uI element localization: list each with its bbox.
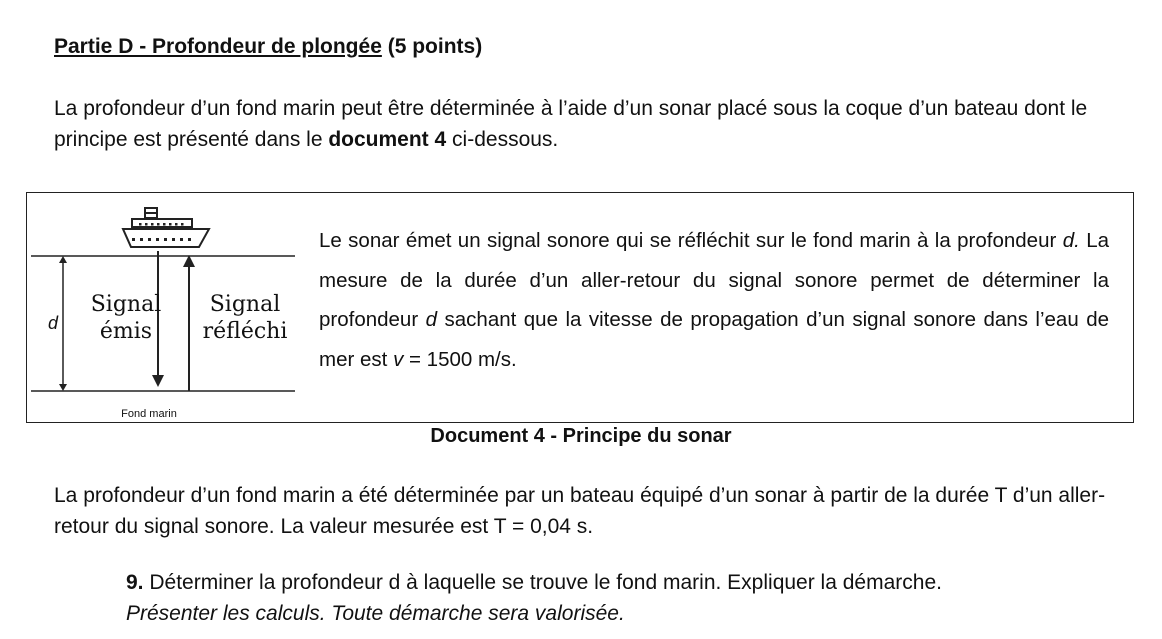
- part-title: [54, 35, 482, 59]
- part-title-points: (5 points): [387, 35, 483, 58]
- doc-text-part1: Le sonar émet un signal sonore qui se réfléchit sur le fond marin à la profondeur: [319, 229, 1057, 252]
- boat-icon: [123, 208, 209, 247]
- doc-var-v: v: [393, 347, 404, 371]
- question-9: [126, 567, 942, 629]
- sonar-diagram: [27, 193, 312, 424]
- doc-text-part3: sachant que la vitesse de propagation d’un signal sonore dans l’eau de mer est: [319, 308, 1109, 371]
- reflected-signal-arrow: [183, 255, 195, 391]
- depth-label: d: [48, 313, 59, 333]
- intro-document-ref: document 4: [328, 128, 447, 151]
- emitted-label-line2: émis: [99, 319, 153, 344]
- seabed-label: Fond marin: [121, 408, 177, 420]
- reflected-label-line2: réfléchi: [202, 319, 288, 344]
- intro-text-end: ci-dessous.: [452, 128, 559, 151]
- doc-var-d: d.: [1062, 229, 1080, 252]
- question-text: Déterminer la profondeur d à laquelle se trouve le fond marin. Expliquer la démarche.: [149, 571, 942, 594]
- emitted-signal-arrow: [152, 251, 164, 387]
- doc-var-d-2: d: [425, 308, 438, 331]
- emitted-label-line1: Signal: [90, 292, 162, 317]
- doc-speed-value: = 1500 m/s.: [409, 347, 517, 371]
- part-title-name: Partie D - Profondeur de plongée: [54, 35, 382, 58]
- document-text: [319, 221, 1109, 379]
- doc-text-part2: La mesure de la durée d’un aller-retour du signal sonore permet de déterminer la profondeur: [319, 229, 1110, 331]
- intro-paragraph: [54, 93, 1114, 155]
- document-caption: Document 4 - Principe du sonar: [430, 425, 732, 447]
- document-4-box: [26, 192, 1134, 423]
- question-instruction: Présenter les calculs. Toute démarche sera valorisée.: [126, 602, 625, 625]
- reflected-label-line1: Signal: [209, 292, 281, 317]
- depth-arrow: [59, 256, 67, 391]
- measure-paragraph: La profondeur d’un fond marin a été déterminée par un bateau équipé d’un sonar à partir de la durée T d’un aller-retour du signal sonore. La valeur mesurée est T = 0,04 s.: [54, 484, 1106, 538]
- question-number: 9.: [126, 571, 144, 594]
- intro-text: La profondeur d’un fond marin peut être déterminée à l’aide d’un sonar placé sous la coque d’un bateau dont le principe est présenté dans le: [54, 97, 1088, 151]
